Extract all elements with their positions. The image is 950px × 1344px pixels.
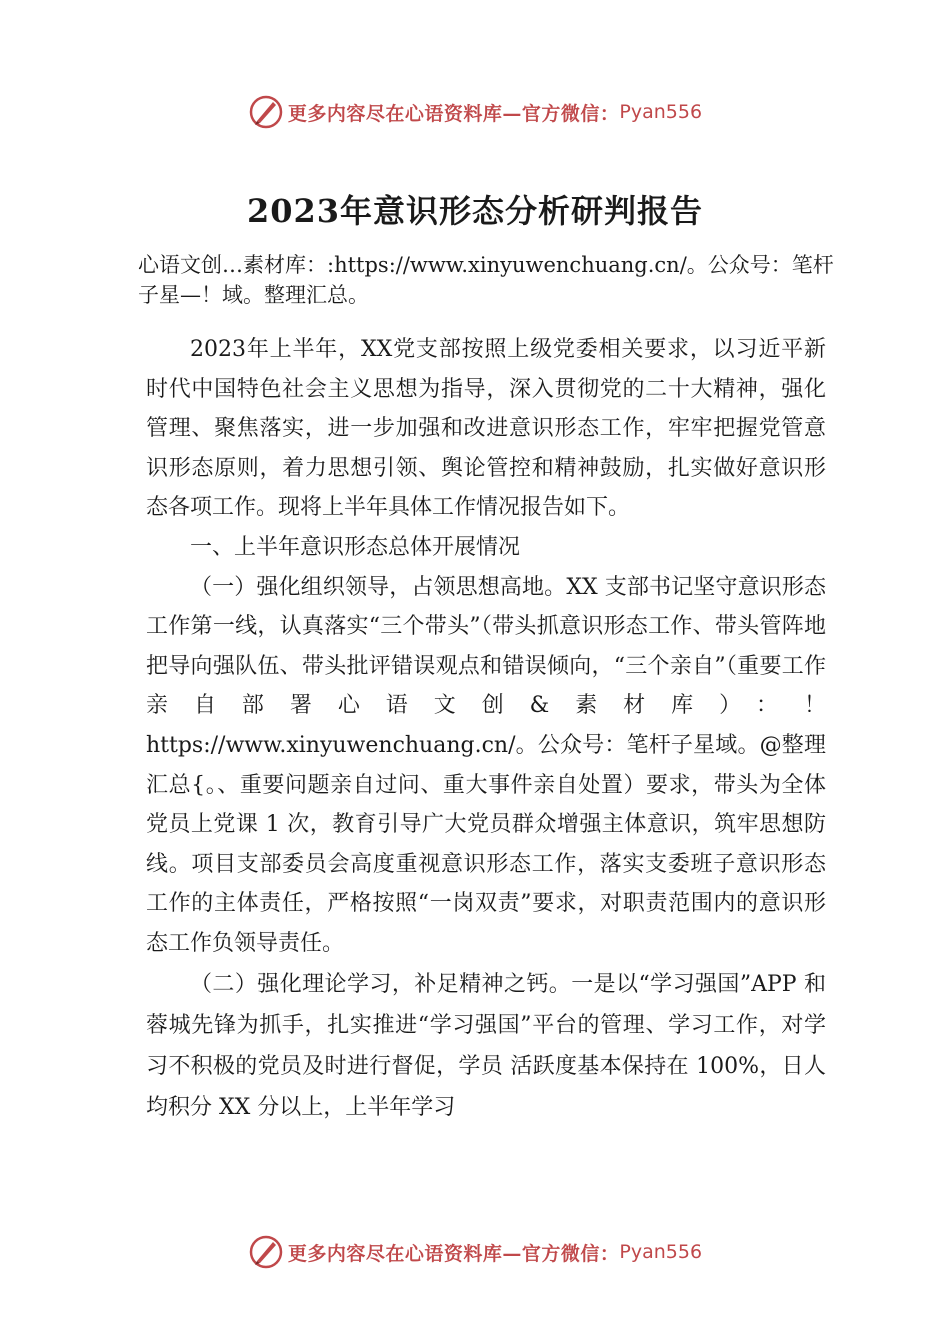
section-heading: 一、上半年意识形态总体开展情况 — [190, 534, 521, 560]
pen-logo-icon — [248, 94, 284, 130]
paragraph-intro: 2023年上半年，XX党支部按照上级党委相关要求，以习近平新时代中国特色社会主义思想为指导，深入贯彻党的二十大精神，强化管理、聚焦落实，进一步加强和改进意识形态工作，牢牢把握党管意识形态原则，着力思想引领、舆论管控和精神鼓励，扎实做好意识形态各项工作。现将上半年具体工作情况报告如下。 — [146, 337, 826, 521]
watermark-text: 更多内容尽在心语资料库—官方微信： — [287, 102, 620, 125]
paragraph-organization: （一）强化组织领导，占领思想高地。XX 支部书记坚守意识形态工作第一线，认真落实“三个带头”（带头抓意识形态工作、带头管阵地把导向强队伍、带头批评错误观点和错误倾向，“三个亲自”（重要工作亲自部署心语文创&素材库）：！https://www.xinyuwenchuang.cn/。公众号：笔杆子星域。@整理汇总{。、重要问题亲自过问、重大事件亲自处置）要求，带头为全体党员上党课 1 次，教育引导广大党员群众增强主体意识，筑牢思想防线。项目支部委员会高度重视意识形态工作，落实支委班子意识形态工作的主体责任，严格按照“一岗双责”要求，对职责范围内的意识形态工作负领导责任。 — [146, 574, 826, 956]
watermark-banner-top — [0, 92, 950, 132]
document-body — [146, 330, 826, 1128]
watermark-wechat-id: Pyan556 — [619, 1241, 703, 1263]
document-title: 2023年意识形态分析研判报告 — [246, 192, 704, 230]
watermark-banner-bottom — [0, 1232, 950, 1272]
watermark-wechat-id: Pyan556 — [619, 101, 703, 123]
watermark-text: 更多内容尽在心语资料库—官方微信： — [287, 1242, 620, 1265]
pen-logo-icon — [248, 1234, 284, 1270]
paragraph-study: （二）强化理论学习，补足精神之钙。一是以“学习强国”APP 和蓉城先锋为抓手，扎实推进“学习强国”平台的管理、学习工作，对学习不积极的党员及时进行督促，学员 活跃度基本保持在 100%，日人均积分 XX 分以上，上半年学习 — [146, 971, 826, 1120]
source-note: 心语文创…素材库：:https://www.xinyuwenchuang.cn/。公众号：笔杆子星—！域。整理汇总。 — [138, 253, 834, 307]
